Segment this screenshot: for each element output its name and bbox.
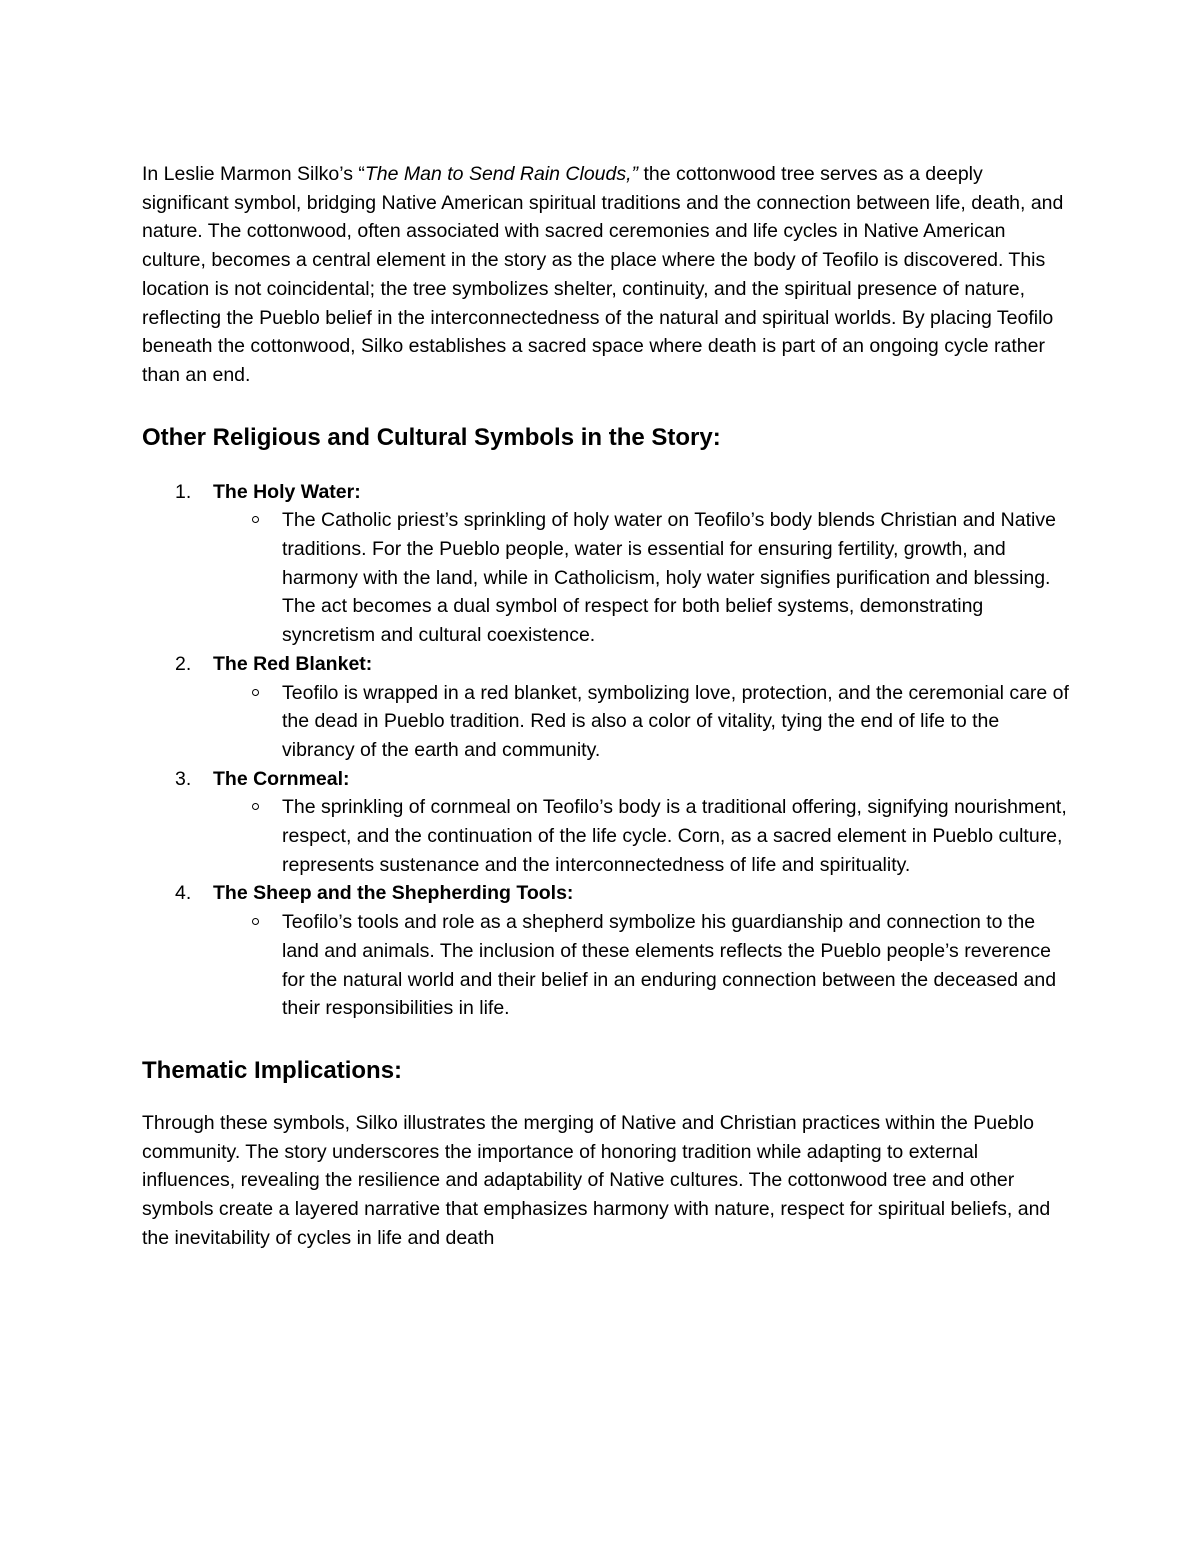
symbol-description	[213, 793, 1072, 879]
symbol-description	[213, 506, 1072, 650]
symbol-description	[213, 908, 1072, 1023]
list-number: 4.	[175, 882, 192, 905]
hollow-bullet-icon	[252, 516, 259, 523]
list-number: 3.	[175, 767, 192, 790]
symbol-title: The Holy Water:	[213, 480, 361, 503]
document-page	[142, 160, 1072, 1253]
symbol-item-red-blanket	[142, 650, 1072, 765]
thematic-heading: Thematic Implications:	[142, 1056, 403, 1084]
hollow-bullet-icon	[252, 689, 259, 696]
list-number: 1.	[175, 480, 192, 503]
symbols-list	[142, 478, 1072, 1023]
symbol-description-text: Teofilo is wrapped in a red blanket, symbolizing love, protection, and the ceremonial care of the dead in Pueblo tradition. Red is also a color of vitality, tying the end of life to the vibrancy of the earth and community.	[282, 681, 1069, 761]
story-title: The Man to Send Rain Clouds,”	[364, 163, 639, 185]
symbol-title: The Cornmeal:	[213, 767, 350, 790]
intro-text-after: the cottonwood tree serves as a deeply significant symbol, bridging Native American spiritual traditions and the connection between life, death, and nature. The cottonwood, often associated with sacred ceremonies and life cycles in Native American culture, becomes a central element in the story as the place where the body of Teofilo is discovered. This location is not coincidental; the tree symbolizes shelter, continuity, and the spiritual presence of nature, reflecting the Pueblo belief in the interconnectedness of the natural and spiritual worlds. By placing Teofilo beneath the cottonwood, Silko establishes a sacred space where death is part of an ongoing cycle rather than an end.	[142, 163, 1064, 386]
symbol-title: The Red Blanket:	[213, 652, 373, 675]
symbol-item-cornmeal	[142, 765, 1072, 880]
thematic-paragraph: Through these symbols, Silko illustrates the merging of Native and Christian practices within the Pueblo community. The story underscores the importance of honoring tradition while adapting to external influences, revealing the resilience and adaptability of Native cultures. The cottonwood tree and other symbols create a layered narrative that emphasizes harmony with nature, respect for spiritual beliefs, and the inevitability of cycles in life and death	[142, 1111, 1051, 1249]
intro-paragraph	[142, 160, 1072, 390]
symbol-description-text: Teofilo’s tools and role as a shepherd symbolize his guardianship and connection to the land and animals. The inclusion of these elements reflects the Pueblo people’s reverence for the natural world and their belief in an enduring connection between the deceased and their responsibilities in life.	[282, 911, 1057, 1020]
list-number: 2.	[175, 652, 192, 675]
symbol-description	[213, 679, 1072, 765]
symbol-item-holy-water	[142, 478, 1072, 650]
hollow-bullet-icon	[252, 803, 259, 810]
symbol-description-text: The sprinkling of cornmeal on Teofilo’s body is a traditional offering, signifying nourishment, respect, and the continuation of the life cycle. Corn, as a sacred element in Pueblo culture, represents sustenance and the interconnectedness of life and spirituality.	[282, 796, 1067, 876]
symbol-title: The Sheep and the Shepherding Tools:	[213, 882, 574, 905]
symbol-description-text: The Catholic priest’s sprinkling of holy water on Teofilo’s body blends Christian and Native traditions. For the Pueblo people, water is essential for ensuring fertility, growth, and harmony with the land, while in Catholicism, holy water signifies purification and blessing. The act becomes a dual symbol of respect for both belief systems, demonstrating syncretism and cultural coexistence.	[282, 509, 1056, 647]
symbols-heading: Other Religious and Cultural Symbols in the Story:	[142, 423, 721, 451]
intro-text-before: In Leslie Marmon Silko’s “	[142, 163, 365, 185]
hollow-bullet-icon	[252, 918, 259, 925]
symbol-item-sheep-tools	[142, 879, 1072, 1023]
